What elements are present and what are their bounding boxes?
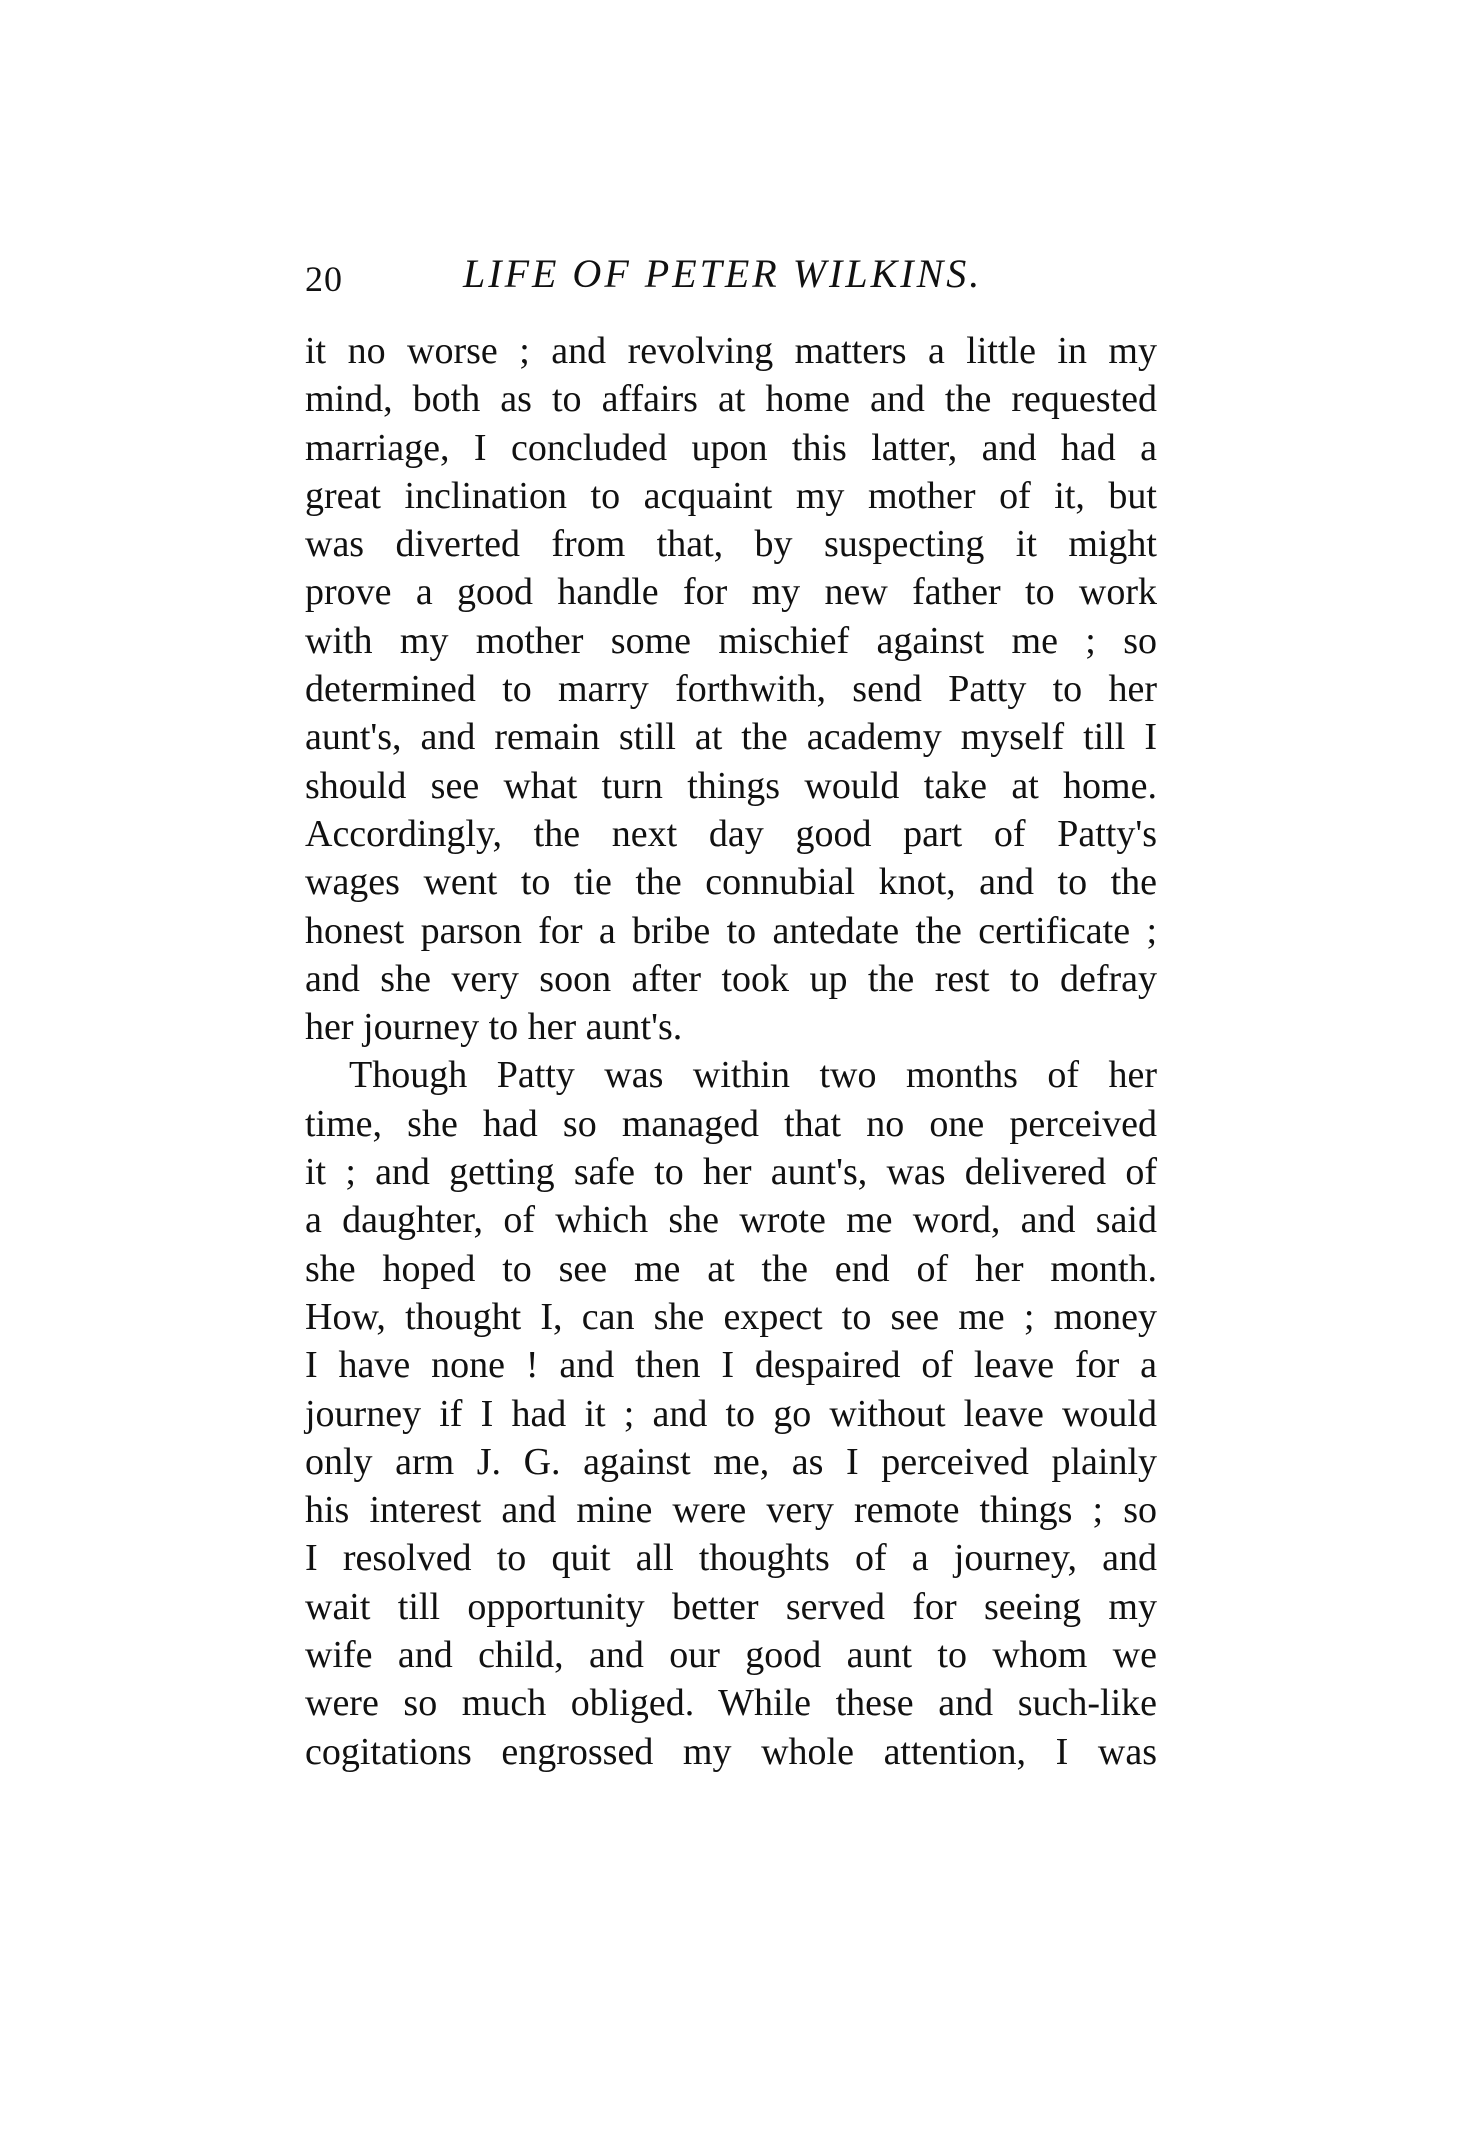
text-line: How, thought I, can she expect to see me ; money bbox=[305, 1295, 1157, 1338]
text-line: only arm J. G. against me, as I perceived plainly bbox=[305, 1440, 1157, 1483]
text-line: Accordingly, the next day good part of Patty's bbox=[305, 812, 1157, 855]
text-line: were so much obliged. While these and such-like bbox=[305, 1682, 1157, 1725]
page-number: 20 bbox=[305, 259, 343, 299]
text-line: great inclination to acquaint my mother of it, but bbox=[305, 474, 1157, 517]
text-line: mind, both as to affairs at home and the requested bbox=[305, 378, 1157, 421]
paragraph-1 bbox=[305, 327, 1157, 1051]
running-head bbox=[305, 250, 1175, 310]
book-title: LIFE OF PETER WILKINS. bbox=[463, 251, 983, 296]
text-line: and she very soon after took up the rest to defray bbox=[305, 957, 1157, 1000]
text-line: Though Patty was within two months of her bbox=[349, 1054, 1157, 1097]
paragraph-2 bbox=[305, 1051, 1157, 1775]
text-line: it ; and getting safe to her aunt's, was delivered of bbox=[305, 1151, 1157, 1194]
text-line: it no worse ; and revolving matters a little in my bbox=[305, 330, 1157, 372]
text-line: wait till opportunity better served for seeing my bbox=[305, 1585, 1157, 1628]
text-line: his interest and mine were very remote things ; so bbox=[305, 1489, 1157, 1532]
text-line: wife and child, and our good aunt to whom we bbox=[305, 1634, 1157, 1677]
text-line: with my mother some mischief against me ; so bbox=[305, 619, 1157, 662]
text-line: was diverted from that, by suspecting it might bbox=[305, 523, 1157, 566]
text-line: journey if I had it ; and to go without leave would bbox=[305, 1392, 1157, 1435]
text-line: I resolved to quit all thoughts of a journey, and bbox=[305, 1537, 1157, 1580]
text-line: marriage, I concluded upon this latter, and had a bbox=[305, 426, 1157, 469]
text-line: a daughter, of which she wrote me word, and said bbox=[305, 1199, 1157, 1242]
text-line: should see what turn things would take at home. bbox=[305, 764, 1157, 807]
text-line: wages went to tie the connubial knot, and to the bbox=[305, 861, 1157, 904]
text-line: her journey to her aunt's. bbox=[305, 1006, 683, 1049]
text-line: prove a good handle for my new father to work bbox=[305, 571, 1157, 614]
text-line: time, she had so managed that no one perceived bbox=[305, 1102, 1157, 1145]
text-line: aunt's, and remain still at the academy myself till I bbox=[305, 716, 1157, 759]
text-line: determined to marry forthwith, send Patty to her bbox=[305, 668, 1157, 711]
text-line: honest parson for a bribe to antedate the certificate ; bbox=[305, 909, 1157, 952]
text-line: I have none ! and then I despaired of leave for a bbox=[305, 1344, 1157, 1387]
text-line: she hoped to see me at the end of her month. bbox=[305, 1247, 1157, 1290]
text-line: cogitations engrossed my whole attention, I was bbox=[305, 1730, 1157, 1773]
body-text bbox=[305, 327, 1157, 1776]
